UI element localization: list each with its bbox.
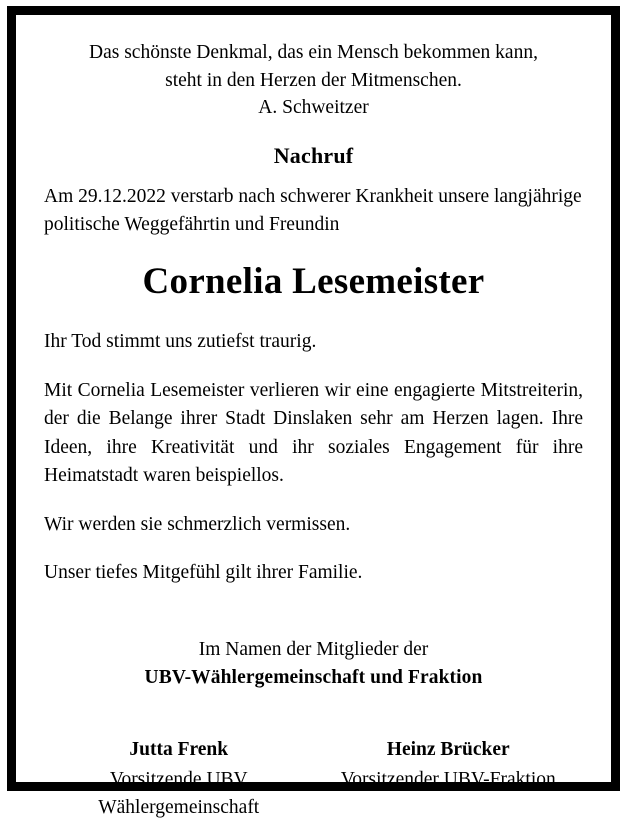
body-paragraph-4: Unser tiefes Mitgefühl gilt ihrer Familie. <box>44 562 363 584</box>
quote-line-2: steht in den Herzen der Mitmenschen. <box>165 69 462 91</box>
signatory-left <box>44 736 314 822</box>
signatory-left-role-line-1: Vorsitzende UBV <box>109 769 248 791</box>
intro-paragraph: Am 29.12.2022 verstarb nach schwerer Krankheit unsere langjährige politische Weggefährtin und Freundin <box>44 186 582 236</box>
signatory-right-role-line-1: Vorsitzender UBV-Fraktion <box>340 769 556 791</box>
body-paragraph-2: Mit Cornelia Lesemeister verlieren wir eine engagierte Mitstreiterin, der die Belange ihrer Stadt Dinslaken sehr am Herzen lagen. Ihre Ideen, ihre Kreativität und ihr soziales Engagement für ihre Heimatstadt waren beispiellos. <box>44 379 583 487</box>
signatory-right <box>314 736 584 822</box>
epigraph-quote <box>44 39 583 122</box>
quote-line-1: Das schönste Denkmal, das ein Mensch bekommen kann, <box>89 42 538 63</box>
nachruf-heading: Nachruf <box>273 143 354 169</box>
closing-organisation: UBV-Wählergemeinschaft und Fraktion <box>144 666 483 688</box>
quote-author: A. Schweitzer <box>258 97 369 119</box>
signatory-left-role-line-2: Wählergemeinschaft <box>98 797 260 819</box>
obituary-notice-frame <box>7 6 620 819</box>
signatory-left-name: Jutta Frenk <box>129 739 229 761</box>
body-paragraph-1: Ihr Tod stimmt uns zutiefst traurig. <box>44 331 317 353</box>
body-paragraph-3: Wir werden sie schmerzlich vermissen. <box>44 513 351 535</box>
signatory-right-name: Heinz Brücker <box>386 739 510 761</box>
closing-line: Im Namen der Mitglieder der <box>198 638 429 660</box>
deceased-name: Cornelia Lesemeister <box>142 260 485 302</box>
signature-block <box>44 736 583 822</box>
closing-block <box>44 636 583 693</box>
obituary-content <box>44 15 583 822</box>
